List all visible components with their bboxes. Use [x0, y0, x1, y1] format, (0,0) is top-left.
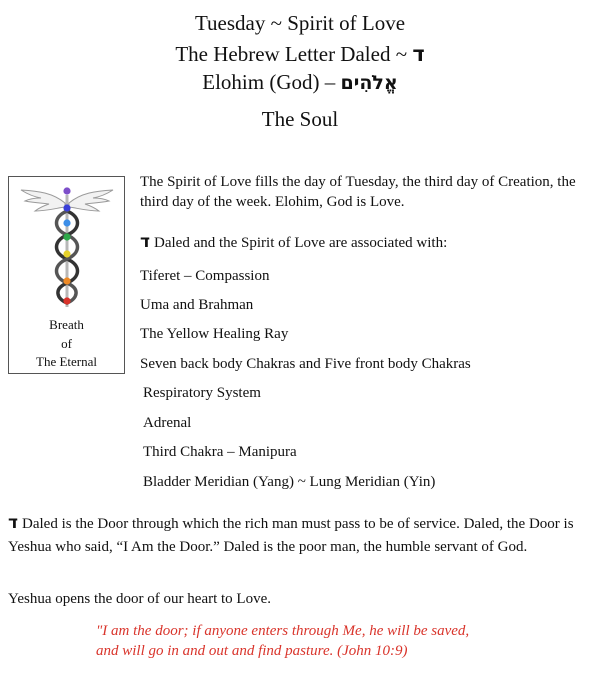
- letter-title: [0, 42, 600, 66]
- quote-line-1: "I am the door; if anyone enters through Me, he will be saved,: [96, 623, 470, 639]
- figure-caption-line: Breath: [49, 317, 84, 332]
- letter-title-text: The Hebrew Letter Daled ~: [175, 42, 413, 66]
- associations-heading: [140, 232, 447, 253]
- chakra-root: [63, 297, 70, 304]
- associations-heading-text: Daled and the Spirit of Love are associated with:: [154, 235, 448, 251]
- figure-caption-line: of: [61, 336, 72, 351]
- yeshua-opens-line: Yeshua opens the door of our heart to Love.: [8, 591, 272, 607]
- list-item: Third Chakra – Manipura: [143, 444, 297, 460]
- intro-paragraph: The Spirit of Love fills the day of Tuesday, the third day of Creation, the third day of the week. Elohim, God is Love.: [140, 174, 576, 210]
- list-item: Seven back body Chakras and Five front body Chakras: [140, 356, 471, 372]
- day-title: Tuesday ~ Spirit of Love: [194, 11, 406, 35]
- list-item: Uma and Brahman: [140, 297, 254, 313]
- list-item: The Yellow Healing Ray: [140, 326, 289, 342]
- daled-letter: ד: [412, 42, 425, 66]
- daled-letter: ד: [140, 232, 150, 252]
- caduceus-figure: [8, 176, 125, 374]
- list-item: Adrenal: [143, 415, 192, 431]
- elohim-title: [0, 70, 600, 95]
- chakra-crown: [63, 187, 70, 194]
- daled-letter: ד: [8, 513, 18, 533]
- list-item: Bladder Meridian (Yang) ~ Lung Meridian (Yin): [143, 474, 436, 490]
- figure-caption-line: The Eternal: [36, 354, 97, 369]
- soul-title: The Soul: [261, 107, 339, 131]
- chakra-throat: [63, 219, 70, 226]
- quote-line-2: and will go in and out and find pasture. (John 10:9): [96, 643, 408, 659]
- daled-door-text: Daled is the Door through which the rich man must pass to be of service. Daled, the Door is Yeshua who said, “I Am the Door.” Daled is the poor man, the humble servant of God.: [8, 516, 574, 555]
- list-item: Respiratory System: [143, 385, 261, 401]
- daled-door-paragraph: [8, 512, 596, 559]
- elohim-hebrew: אֱלֹהִים: [340, 72, 398, 94]
- elohim-title-text: Elohim (God) –: [202, 70, 341, 94]
- scripture-quote: [96, 621, 576, 661]
- caduceus-icon: [19, 181, 115, 315]
- chakra-solar-plexus: [63, 250, 70, 257]
- chakra-sacral: [63, 277, 70, 284]
- chakra-heart: [63, 233, 70, 240]
- list-item: Tiferet – Compassion: [140, 268, 270, 284]
- chakra-third-eye: [63, 204, 70, 211]
